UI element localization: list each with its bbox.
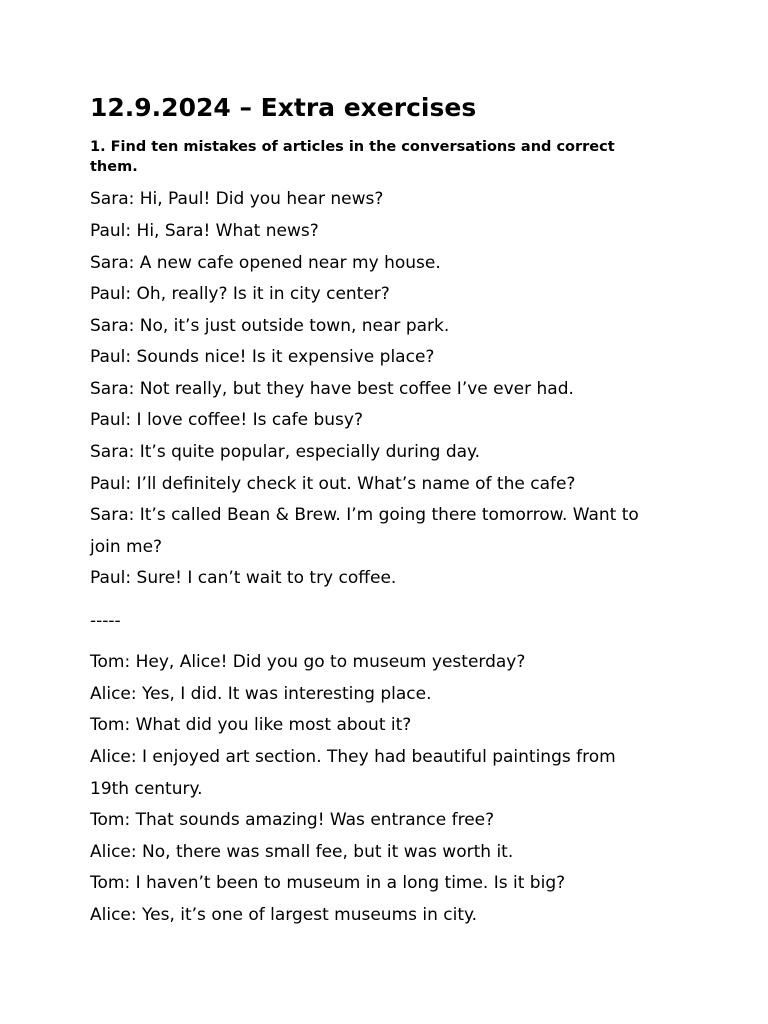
dialogue-line: Paul: Sure! I can’t wait to try coffee. (90, 568, 397, 588)
dialogue-line: Tom: What did you like most about it? (90, 715, 412, 735)
dialogue-line: Alice: Yes, I did. It was interesting place. (90, 684, 432, 704)
dialogue-line: Tom: Hey, Alice! Did you go to museum yesterday? (90, 652, 526, 672)
dialogue-line: Alice: Yes, it’s one of largest museums in city. (90, 905, 478, 925)
dialogue-line: Paul: I love coffee! Is cafe busy? (90, 410, 363, 430)
dialogue-line: Sara: Hi, Paul! Did you hear news? (90, 189, 384, 209)
dialogue-line: Paul: Sounds nice! Is it expensive place? (90, 347, 435, 367)
dialogue-line: Sara: A new cafe opened near my house. (90, 253, 441, 273)
dialogue-line: Tom: I haven’t been to museum in a long time. Is it big? (90, 873, 566, 893)
dialogue-line: join me? (90, 537, 163, 557)
document-title: 12.9.2024 – Extra exercises (90, 93, 477, 122)
dialogue-line: Sara: No, it’s just outside town, near park. (90, 316, 450, 336)
dialogue-line: 19th century. (90, 779, 203, 799)
dialogue-line: Paul: Oh, really? Is it in city center? (90, 284, 390, 304)
dialogue-line: Alice: No, there was small fee, but it was worth it. (90, 842, 514, 862)
dialogue-line: Sara: Not really, but they have best coffee I’ve ever had. (90, 379, 574, 399)
dialogue-line: Sara: It’s quite popular, especially during day. (90, 442, 481, 462)
section-separator: ----- (90, 611, 121, 631)
exercise-instruction: 1. Find ten mistakes of articles in the conversations and correct them. (90, 139, 615, 175)
dialogue-line: Alice: I enjoyed art section. They had beautiful paintings from (90, 747, 616, 767)
dialogue-line: Tom: That sounds amazing! Was entrance free? (90, 810, 495, 830)
dialogue-line: Sara: It’s called Bean & Brew. I’m going there tomorrow. Want to (90, 505, 639, 525)
dialogue-line: Paul: I’ll definitely check it out. What’s name of the cafe? (90, 474, 576, 494)
dialogue-line: Paul: Hi, Sara! What news? (90, 221, 319, 241)
